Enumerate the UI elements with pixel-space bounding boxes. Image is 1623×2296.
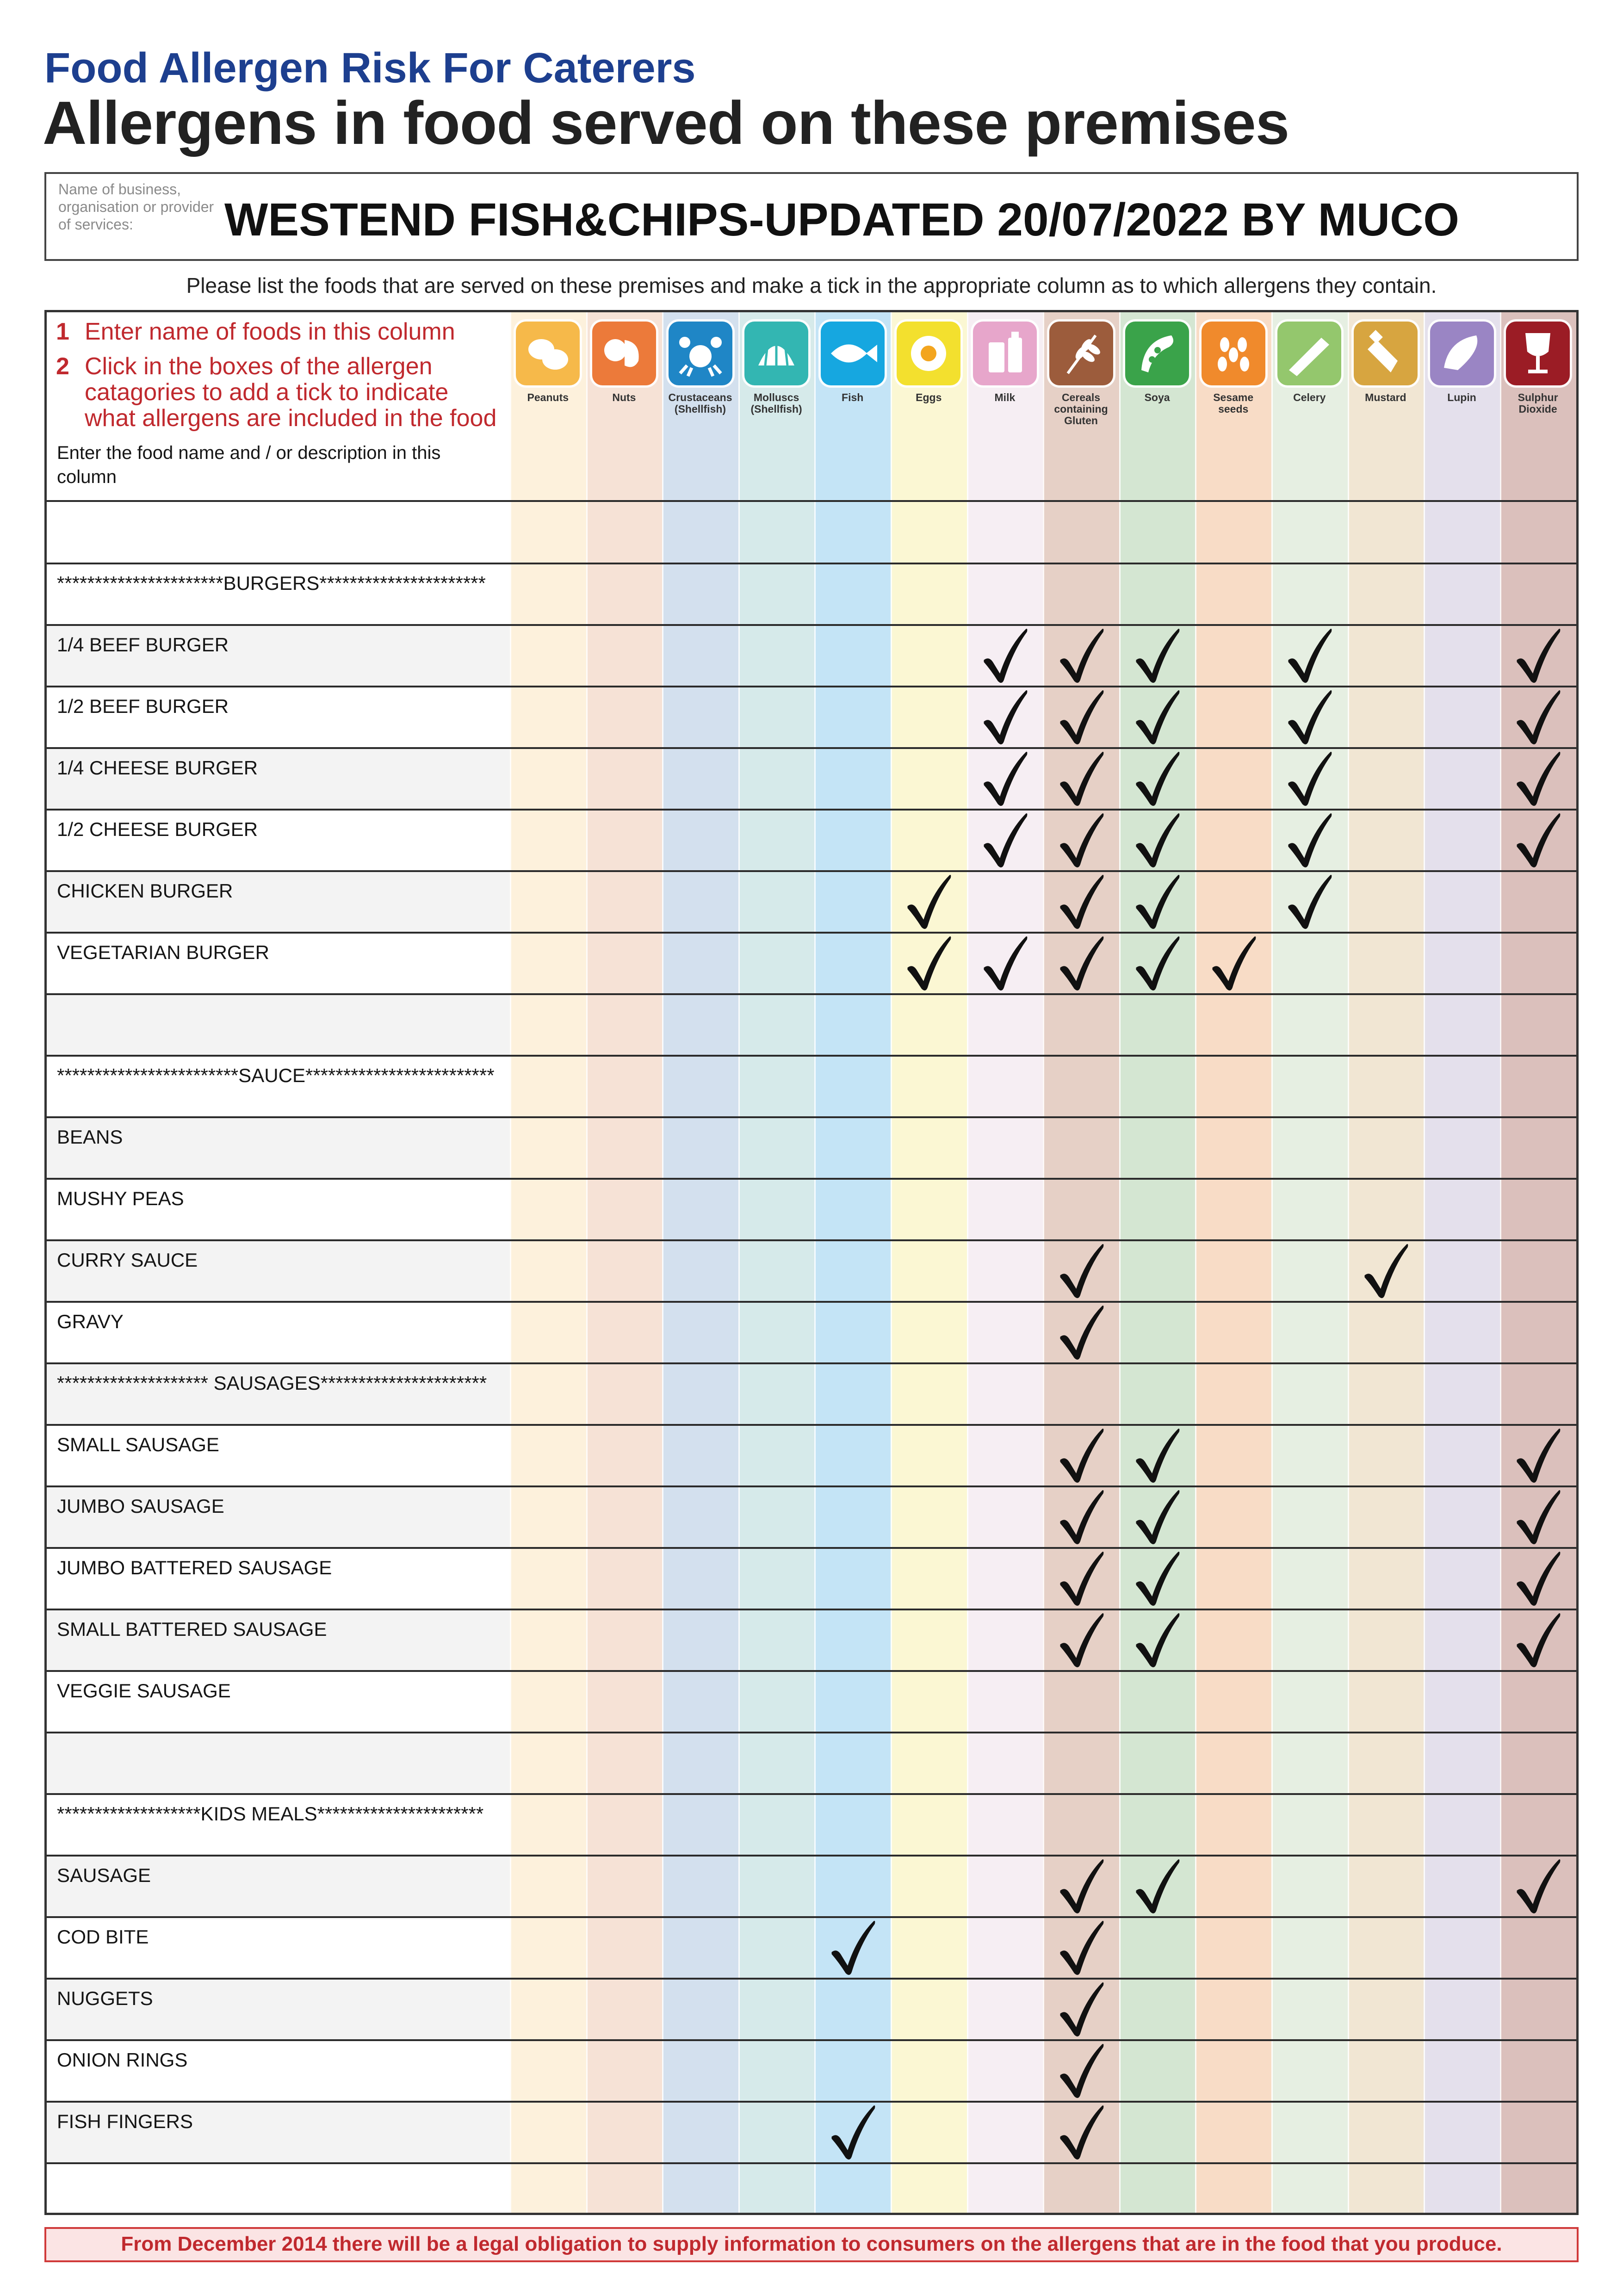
row-divider xyxy=(47,1055,1576,1057)
row-divider xyxy=(47,1547,1576,1549)
column-divider xyxy=(1500,312,1501,2213)
allergen-header-crab xyxy=(664,322,737,415)
row-divider xyxy=(47,624,1576,626)
tick-mark-wheat[interactable] xyxy=(1056,749,1107,809)
tick-mark-milk[interactable] xyxy=(979,811,1030,871)
row-divider xyxy=(47,1978,1576,1980)
allergen-header-fish xyxy=(817,322,889,403)
document-subtitle: Food Allergen Risk For Caterers xyxy=(44,44,696,92)
tick-mark-celery[interactable] xyxy=(1284,749,1335,809)
tick-mark-soya[interactable] xyxy=(1132,1857,1183,1917)
band-egg xyxy=(891,312,967,2213)
tick-mark-wheat[interactable] xyxy=(1056,1487,1107,1547)
food-name[interactable]: ************************SAUCE************************* xyxy=(57,1064,495,1086)
business-name-value[interactable]: WESTEND FISH&CHIPS-UPDATED 20/07/2022 BY MUCO xyxy=(224,194,1460,246)
celery-icon xyxy=(1277,322,1341,385)
lupin-icon xyxy=(1430,322,1494,385)
tick-mark-wine-glass[interactable] xyxy=(1512,626,1563,686)
column-divider xyxy=(1424,312,1425,2213)
allergen-name: Mustard xyxy=(1365,391,1406,403)
food-name[interactable]: **********************BURGERS********************** xyxy=(57,572,486,594)
food-name[interactable]: *******************KIDS MEALS********************** xyxy=(57,1803,484,1825)
tick-mark-wine-glass[interactable] xyxy=(1512,1426,1563,1486)
egg-icon xyxy=(897,322,960,385)
tick-mark-soya[interactable] xyxy=(1132,872,1183,932)
tick-mark-soya[interactable] xyxy=(1132,1426,1183,1486)
tick-mark-milk[interactable] xyxy=(979,934,1030,994)
step-2-text: Click in the boxes of the allergen catagories to add a tick to indicate what allergens are included in the food xyxy=(85,353,497,432)
tick-mark-wheat[interactable] xyxy=(1056,811,1107,871)
row-divider xyxy=(47,1732,1576,1733)
shell-icon xyxy=(744,322,808,385)
allergen-name: Soya xyxy=(1144,391,1170,403)
band-wine-glass xyxy=(1500,312,1577,2213)
tick-mark-wheat[interactable] xyxy=(1056,626,1107,686)
row-divider xyxy=(47,1178,1576,1180)
business-name-label: Name of business, organisation or provider of services: xyxy=(58,181,214,233)
peanut-icon xyxy=(516,322,580,385)
tick-mark-soya[interactable] xyxy=(1132,626,1183,686)
step-1-number: 1 xyxy=(56,318,69,345)
row-divider xyxy=(47,870,1576,872)
column-divider xyxy=(738,312,740,2213)
allergen-name: Crustaceans (Shellfish) xyxy=(668,391,732,415)
row-divider xyxy=(47,686,1576,687)
row-shade xyxy=(47,1733,510,1794)
tick-mark-soya[interactable] xyxy=(1132,1549,1183,1609)
band-peanut xyxy=(510,312,587,2213)
column-divider xyxy=(1195,312,1196,2213)
row-divider xyxy=(47,2162,1576,2164)
nut-icon xyxy=(592,322,656,385)
food-name[interactable]: 1/2 BEEF BURGER xyxy=(57,695,229,717)
tick-mark-celery[interactable] xyxy=(1284,872,1335,932)
tick-mark-milk[interactable] xyxy=(979,626,1030,686)
wheat-icon xyxy=(1049,322,1113,385)
tick-mark-wine-glass[interactable] xyxy=(1512,1549,1563,1609)
band-sesame xyxy=(1195,312,1272,2213)
instructions-text: Please list the foods that are served on these premises and make a tick in the appropriate column as to which allergens they contain. xyxy=(186,273,1437,297)
row-divider xyxy=(47,1793,1576,1795)
band-lupin xyxy=(1424,312,1500,2213)
row-divider xyxy=(47,2101,1576,2103)
tick-mark-wheat[interactable] xyxy=(1056,1426,1107,1486)
allergen-header-sesame xyxy=(1197,322,1270,415)
step-1-text: Enter name of foods in this column xyxy=(85,318,455,345)
tick-mark-wine-glass[interactable] xyxy=(1512,749,1563,809)
column-divider xyxy=(891,312,892,2213)
food-name[interactable]: VEGETARIAN BURGER xyxy=(57,941,269,963)
tick-mark-wheat[interactable] xyxy=(1056,1549,1107,1609)
allergen-name: Celery xyxy=(1293,391,1326,403)
tick-mark-wheat[interactable] xyxy=(1056,1303,1107,1363)
tick-mark-wheat[interactable] xyxy=(1056,934,1107,994)
row-divider xyxy=(47,1301,1576,1303)
allergen-name: Peanuts xyxy=(527,391,569,403)
crab-icon xyxy=(669,322,732,385)
tick-mark-wine-glass[interactable] xyxy=(1512,811,1563,871)
column-divider xyxy=(1348,312,1349,2213)
allergen-header-nut xyxy=(588,322,660,403)
allergen-name: Lupin xyxy=(1447,391,1476,403)
allergen-header-milk xyxy=(969,322,1041,403)
row-divider xyxy=(47,747,1576,749)
allergen-name: Milk xyxy=(994,391,1016,403)
allergen-header-wine-glass xyxy=(1502,322,1574,415)
food-name[interactable]: ONION RINGS xyxy=(57,2049,188,2071)
soya-icon xyxy=(1125,322,1189,385)
allergen-header-soya xyxy=(1121,322,1193,403)
allergen-header-peanut xyxy=(512,322,584,403)
food-name[interactable]: 1/4 CHEESE BURGER xyxy=(57,757,258,779)
tick-mark-fish[interactable] xyxy=(827,2103,878,2163)
column-divider xyxy=(814,312,816,2213)
allergen-header-wheat xyxy=(1045,322,1117,427)
allergen-name: Eggs xyxy=(916,391,942,403)
document-title: Allergens in food served on these premises xyxy=(43,89,1289,157)
tick-mark-egg[interactable] xyxy=(903,934,954,994)
column-divider xyxy=(662,312,663,2213)
food-name[interactable]: COD BITE xyxy=(57,1926,149,1948)
row-divider xyxy=(47,993,1576,995)
row-divider xyxy=(47,1362,1576,1364)
tick-mark-soya[interactable] xyxy=(1132,811,1183,871)
tick-mark-wheat[interactable] xyxy=(1056,1241,1107,1301)
food-name[interactable]: FISH FINGERS xyxy=(57,2110,193,2132)
food-name[interactable]: SAUSAGE xyxy=(57,1864,151,1886)
row-divider xyxy=(47,563,1576,564)
row-divider xyxy=(47,1116,1576,1118)
tick-mark-wheat[interactable] xyxy=(1056,872,1107,932)
row-divider xyxy=(47,1424,1576,1426)
food-name[interactable]: ******************** SAUSAGES********************** xyxy=(57,1372,487,1394)
tick-mark-fish[interactable] xyxy=(827,1918,878,1978)
tick-mark-soya[interactable] xyxy=(1132,1487,1183,1547)
row-divider xyxy=(47,1855,1576,1857)
tick-mark-milk[interactable] xyxy=(979,749,1030,809)
band-milk xyxy=(967,312,1044,2213)
food-name[interactable]: MUSHY PEAS xyxy=(57,1188,184,1209)
food-name[interactable]: SMALL SAUSAGE xyxy=(57,1434,219,1455)
step-2-number: 2 xyxy=(56,353,69,380)
allergen-table xyxy=(44,310,1579,2215)
tick-mark-wheat[interactable] xyxy=(1056,1857,1107,1917)
wine-glass-icon xyxy=(1506,322,1570,385)
step-1 xyxy=(56,319,455,345)
tick-mark-celery[interactable] xyxy=(1284,687,1335,748)
tick-mark-wine-glass[interactable] xyxy=(1512,1857,1563,1917)
allergen-header-celery xyxy=(1273,322,1345,403)
tick-mark-milk[interactable] xyxy=(979,687,1030,748)
tick-mark-wheat[interactable] xyxy=(1056,1610,1107,1671)
row-divider xyxy=(47,1485,1576,1487)
tick-mark-wheat[interactable] xyxy=(1056,2103,1107,2163)
row-divider xyxy=(47,809,1576,811)
tick-mark-wine-glass[interactable] xyxy=(1512,1487,1563,1547)
food-column-header: Enter the food name and / or description in this column xyxy=(57,443,441,487)
row-divider xyxy=(47,1609,1576,1610)
legal-footer-notice: From December 2014 there will be a legal obligation to supply information to consumers on the allergens that are in the food that you produce. xyxy=(44,2227,1579,2262)
column-divider xyxy=(1271,312,1273,2213)
allergen-name: Sulphur Dioxide xyxy=(1518,391,1558,415)
row-divider xyxy=(47,1916,1576,1918)
tick-mark-soya[interactable] xyxy=(1132,687,1183,748)
row-divider xyxy=(47,2039,1576,2041)
band-celery xyxy=(1271,312,1348,2213)
tick-mark-egg[interactable] xyxy=(903,872,954,932)
food-name[interactable]: 1/2 CHEESE BURGER xyxy=(57,818,258,840)
step-2 xyxy=(56,353,501,431)
row-shade xyxy=(47,994,510,1056)
band-soya xyxy=(1119,312,1196,2213)
allergen-header-egg xyxy=(892,322,965,403)
allergen-header-mustard xyxy=(1350,322,1422,403)
food-name[interactable]: BEANS xyxy=(57,1126,123,1148)
allergen-header-shell xyxy=(740,322,812,415)
tick-mark-wine-glass[interactable] xyxy=(1512,1610,1563,1671)
allergen-header-lupin xyxy=(1426,322,1498,403)
band-nut xyxy=(586,312,663,2213)
tick-mark-mustard[interactable] xyxy=(1360,1241,1411,1301)
column-divider xyxy=(1043,312,1044,2213)
tick-mark-wheat[interactable] xyxy=(1056,1980,1107,2040)
band-crab xyxy=(662,312,739,2213)
tick-mark-sesame[interactable] xyxy=(1208,934,1259,994)
allergen-name: Fish xyxy=(842,391,864,403)
column-divider xyxy=(1119,312,1121,2213)
tick-mark-wheat[interactable] xyxy=(1056,2041,1107,2101)
food-name[interactable]: 1/4 BEEF BURGER xyxy=(57,634,229,656)
tick-mark-wheat[interactable] xyxy=(1056,687,1107,748)
allergen-name: Cereals containing Gluten xyxy=(1054,391,1108,427)
row-divider xyxy=(47,1239,1576,1241)
row-divider xyxy=(47,932,1576,934)
food-name[interactable]: NUGGETS xyxy=(57,1987,153,2009)
column-divider xyxy=(586,312,588,2213)
tick-mark-soya[interactable] xyxy=(1132,1610,1183,1671)
row-divider xyxy=(47,1670,1576,1672)
row-divider xyxy=(47,500,1576,502)
tick-mark-soya[interactable] xyxy=(1132,749,1183,809)
allergen-name: Molluscs (Shellfish) xyxy=(750,391,802,415)
allergen-name: Nuts xyxy=(612,391,636,403)
food-name[interactable]: JUMBO SAUSAGE xyxy=(57,1495,224,1517)
band-shell xyxy=(738,312,815,2213)
food-name[interactable]: GRAVY xyxy=(57,1311,124,1332)
tick-mark-celery[interactable] xyxy=(1284,811,1335,871)
sesame-icon xyxy=(1202,322,1265,385)
milk-icon xyxy=(973,322,1037,385)
food-name[interactable]: CHICKEN BURGER xyxy=(57,880,233,902)
tick-mark-celery[interactable] xyxy=(1284,626,1335,686)
tick-mark-wine-glass[interactable] xyxy=(1512,687,1563,748)
column-divider xyxy=(510,312,511,2213)
tick-mark-wheat[interactable] xyxy=(1056,1918,1107,1978)
column-divider xyxy=(967,312,968,2213)
food-name[interactable]: CURRY SAUCE xyxy=(57,1249,198,1271)
business-name-box[interactable] xyxy=(44,172,1579,261)
food-name[interactable]: VEGGIE SAUSAGE xyxy=(57,1680,231,1702)
food-name[interactable]: SMALL BATTERED SAUSAGE xyxy=(57,1618,327,1640)
fish-icon xyxy=(821,322,885,385)
mustard-icon xyxy=(1354,322,1418,385)
allergen-name: Sesame seeds xyxy=(1213,391,1254,415)
food-name[interactable]: JUMBO BATTERED SAUSAGE xyxy=(57,1557,332,1578)
tick-mark-soya[interactable] xyxy=(1132,934,1183,994)
